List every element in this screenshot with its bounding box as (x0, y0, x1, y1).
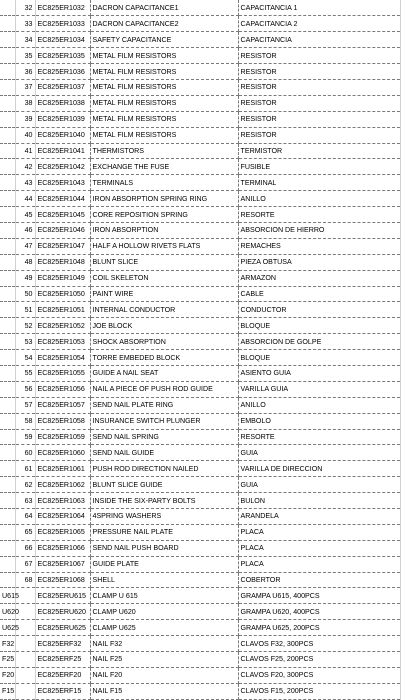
part-code-cell[interactable]: EC825ER1041 (35, 143, 90, 159)
row-prefix-cell[interactable] (0, 365, 15, 381)
description-en-cell[interactable]: CLAMP U620 (90, 604, 238, 620)
row-number-cell[interactable]: 37 (15, 79, 35, 95)
row-number-cell[interactable]: 32 (15, 0, 35, 16)
description-es-cell[interactable]: TERMINAL (238, 175, 400, 191)
table-row (0, 318, 400, 334)
description-en-cell[interactable]: CLAMP U625 (90, 620, 238, 636)
row-number-cell[interactable]: 59 (15, 429, 35, 445)
part-code-cell[interactable]: EC825ERU620 (35, 604, 90, 620)
row-number-cell[interactable]: 55 (15, 365, 35, 381)
part-code-cell[interactable]: EC825ER1050 (35, 286, 90, 302)
row-number-cell[interactable]: 64 (15, 509, 35, 525)
table-row (0, 620, 400, 636)
table-row (0, 191, 400, 207)
table-row (0, 477, 400, 493)
description-en-cell[interactable]: SEND NAIL PLATE RING (90, 397, 238, 413)
row-prefix-cell[interactable] (0, 111, 15, 127)
description-en-cell[interactable]: NAIL F25 (90, 652, 238, 668)
row-prefix-cell[interactable] (0, 175, 15, 191)
row-prefix-cell[interactable] (0, 445, 15, 461)
row-prefix-cell[interactable] (0, 524, 15, 540)
part-code-cell[interactable]: EC825ER1067 (35, 556, 90, 572)
part-code-cell[interactable]: EC825ER1063 (35, 493, 90, 509)
row-prefix-cell[interactable] (0, 270, 15, 286)
table-row (0, 334, 400, 350)
row-number-cell[interactable]: 51 (15, 302, 35, 318)
table-row (0, 286, 400, 302)
description-en-cell[interactable]: GUIDE PLATE (90, 556, 238, 572)
table-row (0, 429, 400, 445)
row-prefix-cell[interactable] (0, 207, 15, 223)
row-prefix-cell[interactable]: F15 (0, 683, 15, 699)
part-code-cell[interactable]: EC825ER1040 (35, 127, 90, 143)
row-number-cell[interactable] (15, 683, 35, 699)
description-es-cell[interactable]: ABSORCION DE HIERRO (238, 222, 400, 238)
row-number-cell[interactable]: 40 (15, 127, 35, 143)
part-code-cell[interactable]: EC825ER1038 (35, 95, 90, 111)
row-prefix-cell[interactable]: F25 (0, 652, 15, 668)
part-code-cell[interactable]: EC825ER1037 (35, 79, 90, 95)
row-prefix-cell[interactable] (0, 32, 15, 48)
description-en-cell[interactable]: GUIDE A NAIL SEAT (90, 365, 238, 381)
part-code-cell[interactable]: EC825ER1056 (35, 381, 90, 397)
description-en-cell[interactable]: SEND NAIL SPRING (90, 429, 238, 445)
row-number-cell[interactable]: 53 (15, 334, 35, 350)
description-en-cell[interactable]: JOE BLOCK (90, 318, 238, 334)
description-en-cell[interactable]: 4SPRING WASHERS (90, 509, 238, 525)
table-row (0, 254, 400, 270)
row-number-cell[interactable]: 41 (15, 143, 35, 159)
row-prefix-cell[interactable] (0, 556, 15, 572)
row-number-cell[interactable]: 50 (15, 286, 35, 302)
table-row (0, 652, 400, 668)
description-en-cell[interactable]: INSURANCE SWITCH PLUNGER (90, 413, 238, 429)
row-prefix-cell[interactable] (0, 461, 15, 477)
table-row (0, 381, 400, 397)
part-code-cell[interactable]: EC825ER1051 (35, 302, 90, 318)
row-prefix-cell[interactable] (0, 350, 15, 366)
description-en-cell[interactable]: SEND NAIL GUIDE (90, 445, 238, 461)
row-number-cell[interactable]: 56 (15, 381, 35, 397)
description-es-cell[interactable]: RESISTOR (238, 64, 400, 80)
row-prefix-cell[interactable] (0, 286, 15, 302)
description-es-cell[interactable]: CAPACITANCIA 2 (238, 16, 400, 32)
description-en-cell[interactable]: SEND NAIL PUSH BOARD (90, 540, 238, 556)
part-code-cell[interactable]: EC825ER1058 (35, 413, 90, 429)
description-es-cell[interactable]: RESISTOR (238, 48, 400, 64)
description-en-cell[interactable]: PUSH ROD DIRECTION NAILED (90, 461, 238, 477)
description-en-cell[interactable]: DACRON CAPACITANCE2 (90, 16, 238, 32)
row-prefix-cell[interactable] (0, 79, 15, 95)
description-en-cell[interactable]: METAL FILM RESISTORS (90, 64, 238, 80)
row-number-cell[interactable]: 65 (15, 524, 35, 540)
row-number-cell[interactable]: 36 (15, 64, 35, 80)
table-row (0, 238, 400, 254)
row-number-cell[interactable]: 66 (15, 540, 35, 556)
row-number-cell[interactable]: 49 (15, 270, 35, 286)
table-row (0, 556, 400, 572)
description-es-cell[interactable]: CAPACITANCIA (238, 32, 400, 48)
part-code-cell[interactable]: EC825ER1059 (35, 429, 90, 445)
part-code-cell[interactable]: EC825ER1039 (35, 111, 90, 127)
description-es-cell[interactable]: PIEZA OBTUSA (238, 254, 400, 270)
row-number-cell[interactable]: 58 (15, 413, 35, 429)
description-en-cell[interactable]: CLAMP U 615 (90, 588, 238, 604)
table-row (0, 159, 400, 175)
description-es-cell[interactable]: GUIA (238, 445, 400, 461)
part-code-cell[interactable]: EC825ER1036 (35, 64, 90, 80)
row-prefix-cell[interactable] (0, 334, 15, 350)
row-number-cell[interactable]: 45 (15, 207, 35, 223)
part-code-cell[interactable]: EC825ER1048 (35, 254, 90, 270)
description-en-cell[interactable]: NAIL F20 (90, 667, 238, 683)
part-code-cell[interactable]: EC825ER1066 (35, 540, 90, 556)
row-prefix-cell[interactable]: F20 (0, 667, 15, 683)
description-es-cell[interactable]: ABSORCION DE GOLPE (238, 334, 400, 350)
description-es-cell[interactable]: BLOQUE (238, 318, 400, 334)
table-row (0, 0, 400, 16)
description-es-cell[interactable]: TERMISTOR (238, 143, 400, 159)
row-number-cell[interactable]: 33 (15, 16, 35, 32)
description-en-cell[interactable]: THERMISTORS (90, 143, 238, 159)
table-row (0, 111, 400, 127)
row-number-cell[interactable] (15, 667, 35, 683)
table-row (0, 95, 400, 111)
description-es-cell[interactable]: BLOQUE (238, 350, 400, 366)
table-row (0, 636, 400, 652)
description-en-cell[interactable]: METAL FILM RESISTORS (90, 111, 238, 127)
description-es-cell[interactable]: CLAVOS F32, 300PCS (238, 636, 400, 652)
description-en-cell[interactable]: EXCHANGE THE FUSE (90, 159, 238, 175)
table-row (0, 127, 400, 143)
row-prefix-cell[interactable] (0, 302, 15, 318)
table-row (0, 509, 400, 525)
row-number-cell[interactable]: 46 (15, 222, 35, 238)
description-en-cell[interactable]: METAL FILM RESISTORS (90, 48, 238, 64)
description-es-cell[interactable]: RESORTE (238, 207, 400, 223)
description-en-cell[interactable]: NAIL F32 (90, 636, 238, 652)
description-es-cell[interactable]: VARILLA GUIA (238, 381, 400, 397)
table-row (0, 445, 400, 461)
description-en-cell[interactable]: TORRE EMBEDED BLOCK (90, 350, 238, 366)
row-number-cell[interactable]: 35 (15, 48, 35, 64)
row-number-cell[interactable]: 47 (15, 238, 35, 254)
table-row (0, 32, 400, 48)
table-row (0, 413, 400, 429)
table-row (0, 572, 400, 588)
row-prefix-cell[interactable] (0, 318, 15, 334)
row-number-cell[interactable]: 44 (15, 191, 35, 207)
description-en-cell[interactable]: COIL SKELETON (90, 270, 238, 286)
row-prefix-cell[interactable] (0, 159, 15, 175)
description-es-cell[interactable]: PLACA (238, 556, 400, 572)
row-number-cell[interactable]: 38 (15, 95, 35, 111)
row-prefix-cell[interactable] (0, 191, 15, 207)
row-prefix-cell[interactable] (0, 48, 15, 64)
part-code-cell[interactable]: EC825ER1068 (35, 572, 90, 588)
description-es-cell[interactable]: FUSIBLE (238, 159, 400, 175)
description-es-cell[interactable]: REMACHES (238, 238, 400, 254)
description-en-cell[interactable]: INTERNAL CONDUCTOR (90, 302, 238, 318)
description-es-cell[interactable]: GRAMPA U625, 200PCS (238, 620, 400, 636)
description-es-cell[interactable]: GRAMPA U615, 400PCS (238, 588, 400, 604)
row-prefix-cell[interactable] (0, 397, 15, 413)
row-number-cell[interactable] (15, 652, 35, 668)
part-code-cell[interactable]: EC825ER1060 (35, 445, 90, 461)
description-es-cell[interactable]: COBERTOR (238, 572, 400, 588)
row-number-cell[interactable]: 61 (15, 461, 35, 477)
description-en-cell[interactable]: NAIL A PIECE OF PUSH ROD GUIDE (90, 381, 238, 397)
row-prefix-cell[interactable]: U620 (0, 604, 15, 620)
part-code-cell[interactable]: EC825ER1034 (35, 32, 90, 48)
description-es-cell[interactable]: CLAVOS F15, 200PCS (238, 683, 400, 699)
part-code-cell[interactable]: EC825ER1052 (35, 318, 90, 334)
table-row (0, 48, 400, 64)
row-prefix-cell[interactable] (0, 143, 15, 159)
row-prefix-cell[interactable] (0, 95, 15, 111)
row-prefix-cell[interactable] (0, 16, 15, 32)
description-es-cell[interactable]: ANILLO (238, 397, 400, 413)
table-row (0, 461, 400, 477)
row-number-cell[interactable]: 39 (15, 111, 35, 127)
description-es-cell[interactable]: CONDUCTOR (238, 302, 400, 318)
table-row (0, 397, 400, 413)
row-prefix-cell[interactable] (0, 127, 15, 143)
description-es-cell[interactable]: RESISTOR (238, 127, 400, 143)
part-code-cell[interactable]: EC825ERU615 (35, 588, 90, 604)
description-es-cell[interactable]: BULON (238, 493, 400, 509)
part-code-cell[interactable]: EC825ER1049 (35, 270, 90, 286)
description-es-cell[interactable]: PLACA (238, 540, 400, 556)
row-number-cell[interactable]: 60 (15, 445, 35, 461)
description-en-cell[interactable]: BLUNT SLICE GUIDE (90, 477, 238, 493)
description-en-cell[interactable]: BLUNT SLICE (90, 254, 238, 270)
description-en-cell[interactable]: IRON ABSORPTION (90, 222, 238, 238)
row-prefix-cell[interactable] (0, 509, 15, 525)
row-prefix-cell[interactable] (0, 572, 15, 588)
row-prefix-cell[interactable]: F32 (0, 636, 15, 652)
description-es-cell[interactable]: ARMAZON (238, 270, 400, 286)
part-code-cell[interactable]: EC825ER1045 (35, 207, 90, 223)
part-code-cell[interactable]: EC825ER1064 (35, 509, 90, 525)
part-code-cell[interactable]: EC825ER1062 (35, 477, 90, 493)
description-es-cell[interactable]: ASIENTO GUIA (238, 365, 400, 381)
part-code-cell[interactable]: EC825ERF15 (35, 683, 90, 699)
row-prefix-cell[interactable]: U615 (0, 588, 15, 604)
description-es-cell[interactable]: ARANDELA (238, 509, 400, 525)
row-number-cell[interactable]: 52 (15, 318, 35, 334)
table-row (0, 302, 400, 318)
description-en-cell[interactable]: TERMINALS (90, 175, 238, 191)
row-number-cell[interactable]: 34 (15, 32, 35, 48)
description-es-cell[interactable]: VARILLA DE DIRECCION (238, 461, 400, 477)
description-en-cell[interactable]: SAFETY CAPACITANCE (90, 32, 238, 48)
row-number-cell[interactable]: 57 (15, 397, 35, 413)
row-number-cell[interactable]: 48 (15, 254, 35, 270)
description-en-cell[interactable]: SHOCK ABSORPTION (90, 334, 238, 350)
part-code-cell[interactable]: EC825ERF20 (35, 667, 90, 683)
description-es-cell[interactable]: CLAVOS F20, 300PCS (238, 667, 400, 683)
table-row (0, 16, 400, 32)
part-code-cell[interactable]: EC825ERF32 (35, 636, 90, 652)
row-prefix-cell[interactable] (0, 254, 15, 270)
description-es-cell[interactable]: GUIA (238, 477, 400, 493)
part-code-cell[interactable]: EC825ER1065 (35, 524, 90, 540)
table-row (0, 143, 400, 159)
row-prefix-cell[interactable] (0, 413, 15, 429)
table-row (0, 207, 400, 223)
description-es-cell[interactable]: RESISTOR (238, 111, 400, 127)
description-es-cell[interactable]: RESORTE (238, 429, 400, 445)
table-row (0, 175, 400, 191)
table-row (0, 222, 400, 238)
description-es-cell[interactable]: RESISTOR (238, 95, 400, 111)
row-prefix-cell[interactable] (0, 477, 15, 493)
description-es-cell[interactable]: CAPACITANCIA 1 (238, 0, 400, 16)
description-en-cell[interactable]: SHELL (90, 572, 238, 588)
row-prefix-cell[interactable] (0, 0, 15, 16)
description-en-cell[interactable]: DACRON CAPACITANCE1 (90, 0, 238, 16)
part-code-cell[interactable]: EC825ER1042 (35, 159, 90, 175)
part-code-cell[interactable]: EC825ER1035 (35, 48, 90, 64)
description-en-cell[interactable]: HALF A HOLLOW RIVETS FLATS (90, 238, 238, 254)
table-row (0, 588, 400, 604)
part-code-cell[interactable]: EC825ER1053 (35, 334, 90, 350)
row-number-cell[interactable]: 62 (15, 477, 35, 493)
description-es-cell[interactable]: CLAVOS F25, 200PCS (238, 652, 400, 668)
part-code-cell[interactable]: EC825ER1044 (35, 191, 90, 207)
description-es-cell[interactable]: CABLE (238, 286, 400, 302)
description-en-cell[interactable]: CORE REPOSITION SPRING (90, 207, 238, 223)
description-en-cell[interactable]: METAL FILM RESISTORS (90, 95, 238, 111)
description-es-cell[interactable]: RESISTOR (238, 79, 400, 95)
table-row (0, 79, 400, 95)
table-row (0, 604, 400, 620)
row-number-cell[interactable] (15, 636, 35, 652)
row-prefix-cell[interactable] (0, 238, 15, 254)
table-row (0, 540, 400, 556)
row-number-cell[interactable]: 68 (15, 572, 35, 588)
part-code-cell[interactable]: EC825ER1032 (35, 0, 90, 16)
table-row (0, 683, 400, 699)
part-code-cell[interactable]: EC825ERU625 (35, 620, 90, 636)
part-code-cell[interactable]: EC825ER1033 (35, 16, 90, 32)
description-en-cell[interactable]: INSIDE THE SIX-PARTY BOLTS (90, 493, 238, 509)
description-en-cell[interactable]: NAIL F15 (90, 683, 238, 699)
part-code-cell[interactable]: EC825ERF25 (35, 652, 90, 668)
part-code-cell[interactable]: EC825ER1061 (35, 461, 90, 477)
description-en-cell[interactable]: METAL FILM RESISTORS (90, 127, 238, 143)
row-number-cell[interactable]: 67 (15, 556, 35, 572)
description-en-cell[interactable]: PRESSURE NAIL PLATE (90, 524, 238, 540)
part-code-cell[interactable]: EC825ER1047 (35, 238, 90, 254)
part-code-cell[interactable]: EC825ER1055 (35, 365, 90, 381)
row-number-cell[interactable]: 43 (15, 175, 35, 191)
description-es-cell[interactable]: EMBOLO (238, 413, 400, 429)
row-prefix-cell[interactable] (0, 493, 15, 509)
row-prefix-cell[interactable]: U625 (0, 620, 15, 636)
part-code-cell[interactable]: EC825ER1054 (35, 350, 90, 366)
row-prefix-cell[interactable] (0, 222, 15, 238)
row-number-cell[interactable]: 42 (15, 159, 35, 175)
table-row (0, 64, 400, 80)
table-row (0, 365, 400, 381)
table-row (0, 667, 400, 683)
description-en-cell[interactable]: PAINT WIRE (90, 286, 238, 302)
part-code-cell[interactable]: EC825ER1043 (35, 175, 90, 191)
description-en-cell[interactable]: IRON ABSORPTION SPRING RING (90, 191, 238, 207)
table-row (0, 524, 400, 540)
row-prefix-cell[interactable] (0, 540, 15, 556)
part-code-cell[interactable]: EC825ER1046 (35, 222, 90, 238)
row-prefix-cell[interactable] (0, 64, 15, 80)
table-row (0, 270, 400, 286)
description-es-cell[interactable]: GRAMPA U620, 400PCS (238, 604, 400, 620)
table-row (0, 493, 400, 509)
row-number-cell[interactable]: 54 (15, 350, 35, 366)
description-en-cell[interactable]: METAL FILM RESISTORS (90, 79, 238, 95)
row-prefix-cell[interactable] (0, 381, 15, 397)
part-code-cell[interactable]: EC825ER1057 (35, 397, 90, 413)
table-row (0, 350, 400, 366)
row-prefix-cell[interactable] (0, 429, 15, 445)
description-es-cell[interactable]: ANILLO (238, 191, 400, 207)
row-number-cell[interactable]: 63 (15, 493, 35, 509)
description-es-cell[interactable]: PLACA (238, 524, 400, 540)
